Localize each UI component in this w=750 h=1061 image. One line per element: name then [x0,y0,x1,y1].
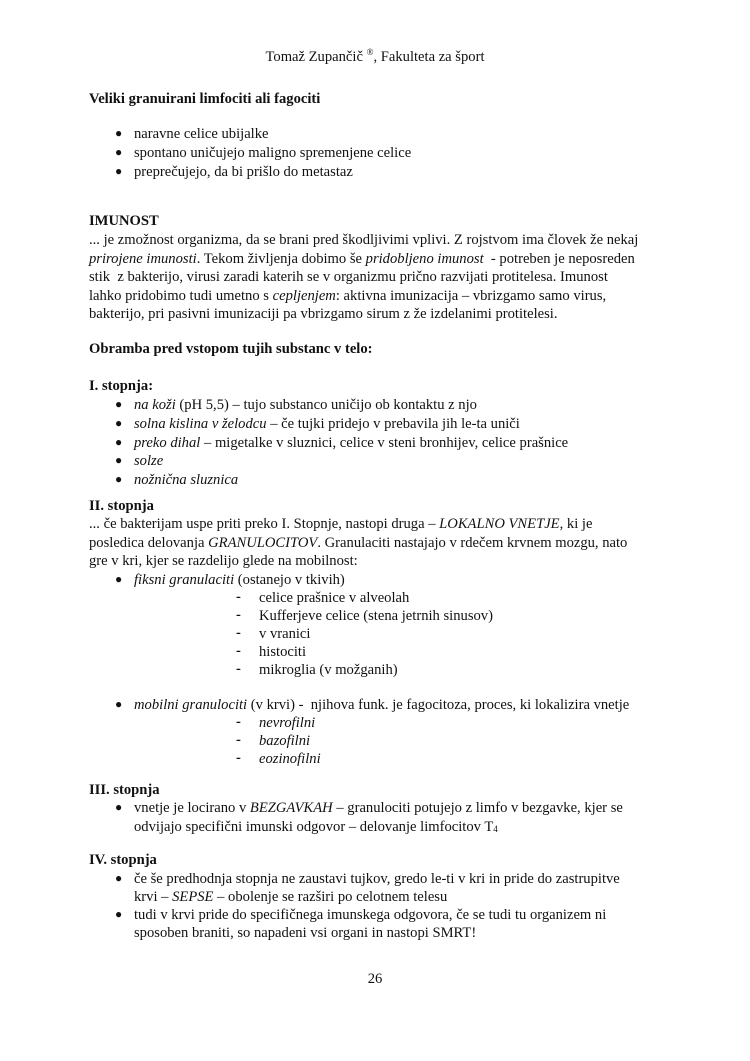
list-item: fiksni granulaciti (ostanejo v tkivih) [134,572,345,588]
bullet-icon: ● [115,907,123,921]
section-title-fagociti: Veliki granuirani limfociti ali fagociti [89,91,321,107]
bullet-icon: ● [115,397,123,411]
sub-item: bazofilni [259,733,311,749]
dash-icon: - [236,625,241,641]
dash-icon: - [236,589,241,605]
sub-item: nevrofilni [259,715,316,731]
list-item: solze [134,453,164,469]
list-item: spontano uničujejo maligno spremenjene celice [134,145,412,161]
header-author: Tomaž Zupančič [265,49,363,65]
registered-mark: ® [366,47,374,57]
paragraph-line: ... je zmožnost organizma, da se brani pred škodljivimi vplivi. Z rojstvom ima človek že nekaj [89,232,639,248]
list-item: mobilni granulociti (v krvi) - njihova funk. je fagocitoza, proces, ki lokalizira vnetje [134,697,630,713]
section-title-imunost: IMUNOST [89,213,159,229]
list-item-line: tudi v krvi pride do specifičnega imunskega odgovora, če se tudi tu organizem ni [134,907,607,923]
list-item: nožnična sluznica [134,472,239,488]
list-item-line: če še predhodnja stopnja ne zaustavi tujkov, gredo le-ti v kri in pride do zastrupitve [134,871,620,887]
bullet-icon: ● [115,416,123,430]
stage-4-title: IV. stopnja [89,852,157,868]
bullet-icon: ● [115,472,123,486]
stage-2-title: II. stopnja [89,498,154,514]
bullet-icon: ● [115,453,123,467]
dash-icon: - [236,714,241,730]
list-item: preko dihal – migetalke v sluznici, celice v steni bronhijev, celice prašnice [134,435,569,451]
list-item: na koži (pH 5,5) – tujo substanco uničijo ob kontaktu z njo [134,397,477,413]
list-item-line: odvijajo specifični imunski odgovor – delovanje limfocitov $T_4$ [134,819,498,835]
dash-icon: - [236,643,241,659]
paragraph-line: gre v kri, kjer se razdelijo glede na mobilnost: [89,553,358,569]
list-item-line: vnetje je locirano v BEZGAVKAH – granulociti potujejo z limfo v bezgavke, kjer se [134,800,623,816]
list-item-line: sposoben braniti, so napadeni vsi organi in nastopi SMRT! [134,925,477,941]
list-item-line: krvi – SEPSE – obolenje se razširi po celotnem telesu [134,889,448,905]
sub-item: v vranici [259,626,311,642]
sub-item: celice prašnice v alveolah [259,590,410,606]
bullet-icon: ● [115,164,123,178]
dash-icon: - [236,661,241,677]
stage-1-title: I. stopnja: [89,378,154,394]
sub-item: Kufferjeve celice (stena jetrnih sinusov) [259,608,493,624]
bullet-icon: ● [115,145,123,159]
page-number: 26 [367,971,383,987]
paragraph-line: lahko pridobimo tudi umetno s cepljenjem: aktivna imunizacija – vbrizgamo samo virus, [89,288,607,304]
paragraph-line: posledica delovanja GRANULOCITOV. Granulaciti nastajajo v rdečem krvnem mozgu, nato [89,535,628,551]
list-item: preprečujejo, da bi prišlo do metastaz [134,164,353,180]
bullet-icon: ● [115,572,123,586]
dash-icon: - [236,750,241,766]
paragraph-line: stik z bakterijo, virusi zaradi katerih se v organizmu prično razvijati protitelesa. Imunost [89,269,608,285]
section-title-obramba: Obramba pred vstopom tujih substanc v telo: [89,341,373,357]
bullet-icon: ● [115,126,123,140]
list-item: solna kislina v želodcu – če tujki pridejo v prebavila jih le-ta uniči [134,416,520,432]
dash-icon: - [236,607,241,623]
header-faculty: , Fakulteta za šport [373,49,485,65]
bullet-icon: ● [115,800,123,814]
list-item: naravne celice ubijalke [134,126,269,142]
bullet-icon: ● [115,435,123,449]
sub-item: histociti [259,644,307,660]
paragraph-line: bakterijo, pri pasivni imunizaciji pa vbrizgamo sirum z že izdelanimi protitelesi. [89,306,558,322]
bullet-icon: ● [115,871,123,885]
sub-item: eozinofilni [259,751,321,767]
sub-item: mikroglia (v možganih) [259,662,398,678]
paragraph-line: prirojene imunosti. Tekom življenja dobimo še pridobljeno imunost - potreben je neposreden [89,251,635,267]
page-header [0,43,750,67]
stage-3-title: III. stopnja [89,782,160,798]
paragraph-line: ... če bakterijam uspe priti preko I. Stopnje, nastopi druga – LOKALNO VNETJE, ki je [89,516,593,532]
bullet-icon: ● [115,697,123,711]
dash-icon: - [236,732,241,748]
